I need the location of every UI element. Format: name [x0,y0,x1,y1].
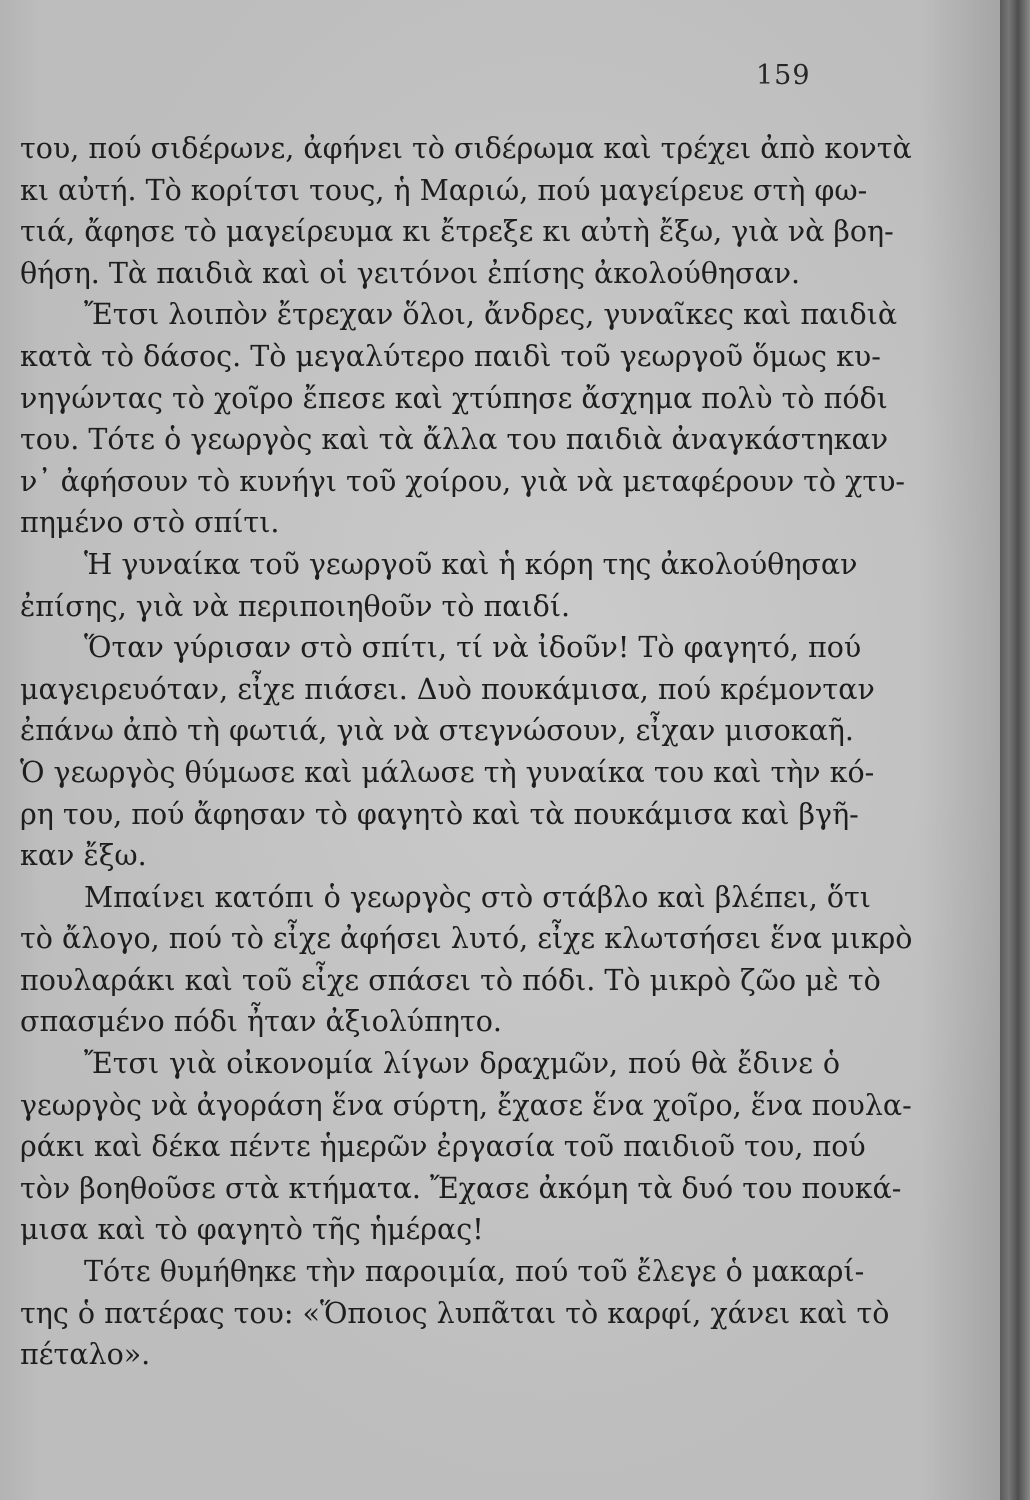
text-line: Ἔτσι λοιπὸν ἔτρεχαν ὅλοι, ἄνδρες, γυναῖκες καὶ παιδιὰ [84,298,898,332]
text-line: θήση. Τὰ παιδιὰ καὶ οἱ γειτόνοι ἐπίσης ἀκολούθησαν. [20,256,801,290]
text-line: Τότε θυμήθηκε τὴν παροιμία, πού τοῦ ἔλεγε ὁ μακαρί- [84,1255,865,1289]
text-line: τιά, ἄφησε τὸ μαγείρευμα κι ἔτρεξε κι αὐτὴ ἔξω, γιὰ νὰ βοη- [20,215,894,249]
text-line: Ὁ γεωργὸς θύμωσε καὶ μάλωσε τὴ γυναίκα του καὶ τὴν κό- [20,755,875,789]
page-edge [1000,0,1030,1500]
text-line: ρη του, πού ἄφησαν τὸ φαγητὸ καὶ τὰ πουκάμισα καὶ βγῆ- [20,797,859,831]
text-line: Ἡ γυναίκα τοῦ γεωργοῦ καὶ ἡ κόρη της ἀκολούθησαν [84,547,858,581]
text-line: ἐπίσης, γιὰ νὰ περιποιηθοῦν τὸ παιδί. [20,589,571,623]
text-line: μαγειρευόταν, εἶχε πιάσει. Δυὸ πουκάμισα, πού κρέμονταν [20,672,875,706]
text-line: τὸν βοηθοῦσε στὰ κτήματα. Ἔχασε ἀκόμη τὰ δυό του πουκά- [20,1171,902,1205]
page-number: 159 [756,60,811,91]
text-line: ἐπάνω ἀπὸ τὴ φωτιά, γιὰ νὰ στεγνώσουν, εἶχαν μισοκαῆ. [20,714,854,748]
text-line: μισα καὶ τὸ φαγητὸ τῆς ἡμέρας! [20,1213,484,1247]
text-line: γεωργὸς νὰ ἀγοράση ἕνα σύρτη, ἔχασε ἕνα χοῖρο, ἕνα πουλα- [20,1088,912,1122]
text-line: του, πού σιδέρωνε, ἀφήνει τὸ σιδέρωμα καὶ τρέχει ἀπὸ κοντὰ [20,132,912,165]
text-line: τὸ ἄλογο, πού τὸ εἶχε ἀφήσει λυτό, εἶχε κλωτσήσει ἕνα μικρὸ [20,922,913,956]
text-line: καν ἔξω. [20,839,147,873]
text-line: Ὅταν γύρισαν στὸ σπίτι, τί νὰ ἰδοῦν! Τὸ φαγητό, πού [84,631,862,665]
text-line: νηγώντας τὸ χοῖρο ἔπεσε καὶ χτύπησε ἄσχημα πολὺ τὸ πόδι [20,381,888,415]
text-line: ράκι καὶ δέκα πέντε ἡμερῶν ἐργασία τοῦ παιδιοῦ του, πού [20,1130,866,1164]
text-line: κι αὐτή. Τὸ κορίτσι τους, ἡ Μαριώ, πού μαγείρευε στὴ φω- [20,173,868,207]
text-line: ν᾽ ἀφήσουν τὸ κυνήγι τοῦ χοίρου, γιὰ νὰ μεταφέρουν τὸ χτυ- [20,464,906,498]
text-line: πέταλο». [20,1338,151,1372]
text-line: Ἔτσι γιὰ οἰκονομία λίγων δραχμῶν, πού θὰ ἔδινε ὁ [84,1047,840,1081]
text-line: Μπαίνει κατόπι ὁ γεωργὸς στὸ στάβλο καὶ βλέπει, ὅτι [84,880,871,914]
body-text [20,128,913,1376]
text-line: κατὰ τὸ δάσος. Τὸ μεγαλύτερο παιδὶ τοῦ γεωργοῦ ὅμως κυ- [20,339,881,373]
text-line: του. Τότε ὁ γεωργὸς καὶ τὰ ἄλλα του παιδιὰ ἀναγκάστηκαν [20,423,889,457]
text-line: της ὁ πατέρας του: «Ὅποιος λυπᾶται τὸ καρφί, χάνει καὶ τὸ [20,1296,890,1330]
text-line: πημένο στὸ σπίτι. [20,506,280,540]
text-line: σπασμένο πόδι ἦταν ἀξιολύπητο. [20,1005,502,1039]
text-line: πουλαράκι καὶ τοῦ εἶχε σπάσει τὸ πόδι. Τὸ μικρὸ ζῶο μὲ τὸ [20,963,881,997]
